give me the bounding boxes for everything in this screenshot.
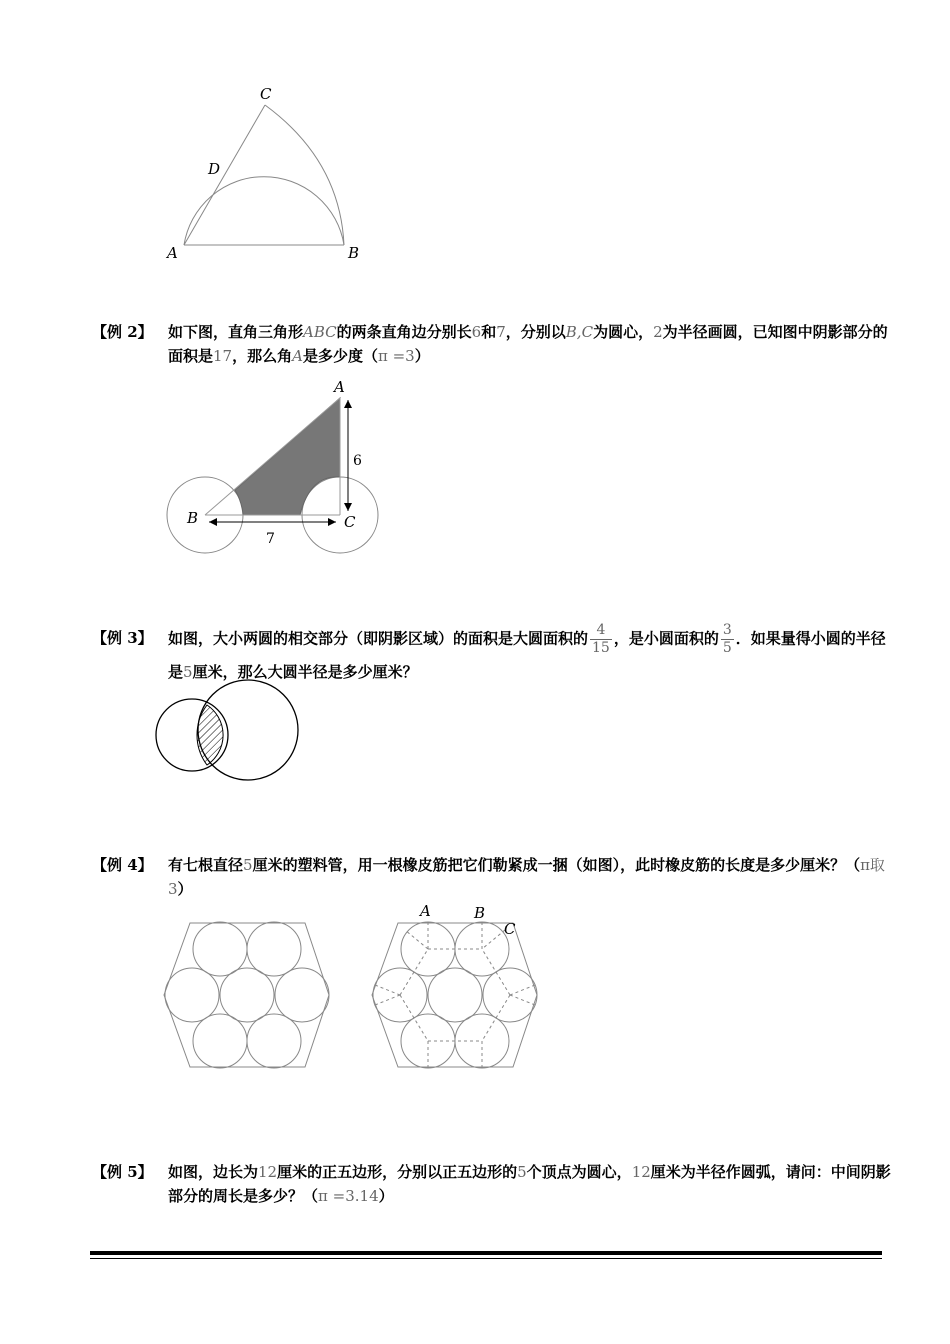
example-tag: 【例 3】 [92, 629, 153, 647]
label-a: A [420, 902, 431, 920]
arrow-down [344, 503, 352, 511]
arrow-up [344, 400, 352, 408]
example-5 [92, 1160, 892, 1208]
pipe-circles [373, 922, 537, 1068]
label-b: B [348, 244, 360, 262]
figure-1-sector-semicircle [150, 80, 380, 270]
arrow-left [209, 518, 217, 526]
example-text: 如图，边长为12厘米的正五边形，分别以正五边形的5个顶点为圆心，12厘米为半径作圆弧，请问：中间阴影部分的周长是多少？（π =3.14） [168, 1163, 891, 1205]
pipe [193, 1014, 247, 1068]
length-6: 6 [353, 453, 362, 469]
shaded-region [235, 398, 340, 515]
example-tag: 【例 2】 [92, 323, 153, 341]
label-c: C [504, 920, 516, 938]
example-tag: 【例 5】 [92, 1163, 153, 1181]
pipe [247, 922, 301, 976]
figure-2-right-triangle [160, 375, 400, 560]
fraction-3-5: $\frac{3}{5}$ [722, 622, 732, 656]
length-7: 7 [266, 531, 275, 547]
example-2 [92, 320, 892, 368]
example-4 [92, 853, 892, 901]
label-a: A [167, 244, 178, 262]
footer-rule-thin [90, 1258, 882, 1259]
label-c: C [344, 513, 356, 531]
figure-4-pipes-right [365, 900, 555, 1075]
segment-ac [184, 105, 265, 245]
sector-arc [265, 105, 344, 245]
pipe [428, 968, 482, 1022]
label-a: A [334, 378, 345, 396]
label-c: C [260, 85, 272, 103]
label-b: B [474, 904, 486, 922]
arrow-right [328, 518, 336, 526]
fraction-4-15: $\frac{4}{15}$ [592, 622, 610, 656]
footer-rule-thick [90, 1251, 882, 1255]
figure-4-pipes-left [160, 915, 335, 1075]
pipe-circles [165, 922, 329, 1068]
pipe [220, 968, 274, 1022]
pipe [193, 922, 247, 976]
label-d: D [208, 160, 221, 178]
example-text: 如下图，直角三角形ABC的两条直角边分别长6和7，分别以B,C为圆心，2为半径画圆，已知图中阴影部分的面积是17，那么角A是多少度（π =3） [168, 323, 888, 365]
figure-3-two-circles [150, 675, 310, 790]
example-tag: 【例 4】 [92, 856, 153, 874]
pipe [165, 968, 219, 1022]
pipe [247, 1014, 301, 1068]
example-text: 有七根直径5厘米的塑料管，用一根橡皮筋把它们勒紧成一捆（如图），此时橡皮筋的长度是多少厘米？（π取 3） [168, 856, 885, 898]
label-b: B [187, 509, 199, 527]
example-text: 如图，大小两圆的相交部分（即阴影区域）的面积是大圆面积的 $\frac{4}{15}$ ，是小圆面积的 $\frac{3}{5}$ ．如果量得小圆的半径是5厘米，那么大圆半径是多少厘米？ [168, 622, 886, 681]
pipe [275, 968, 329, 1022]
semicircle-arc [184, 177, 344, 245]
